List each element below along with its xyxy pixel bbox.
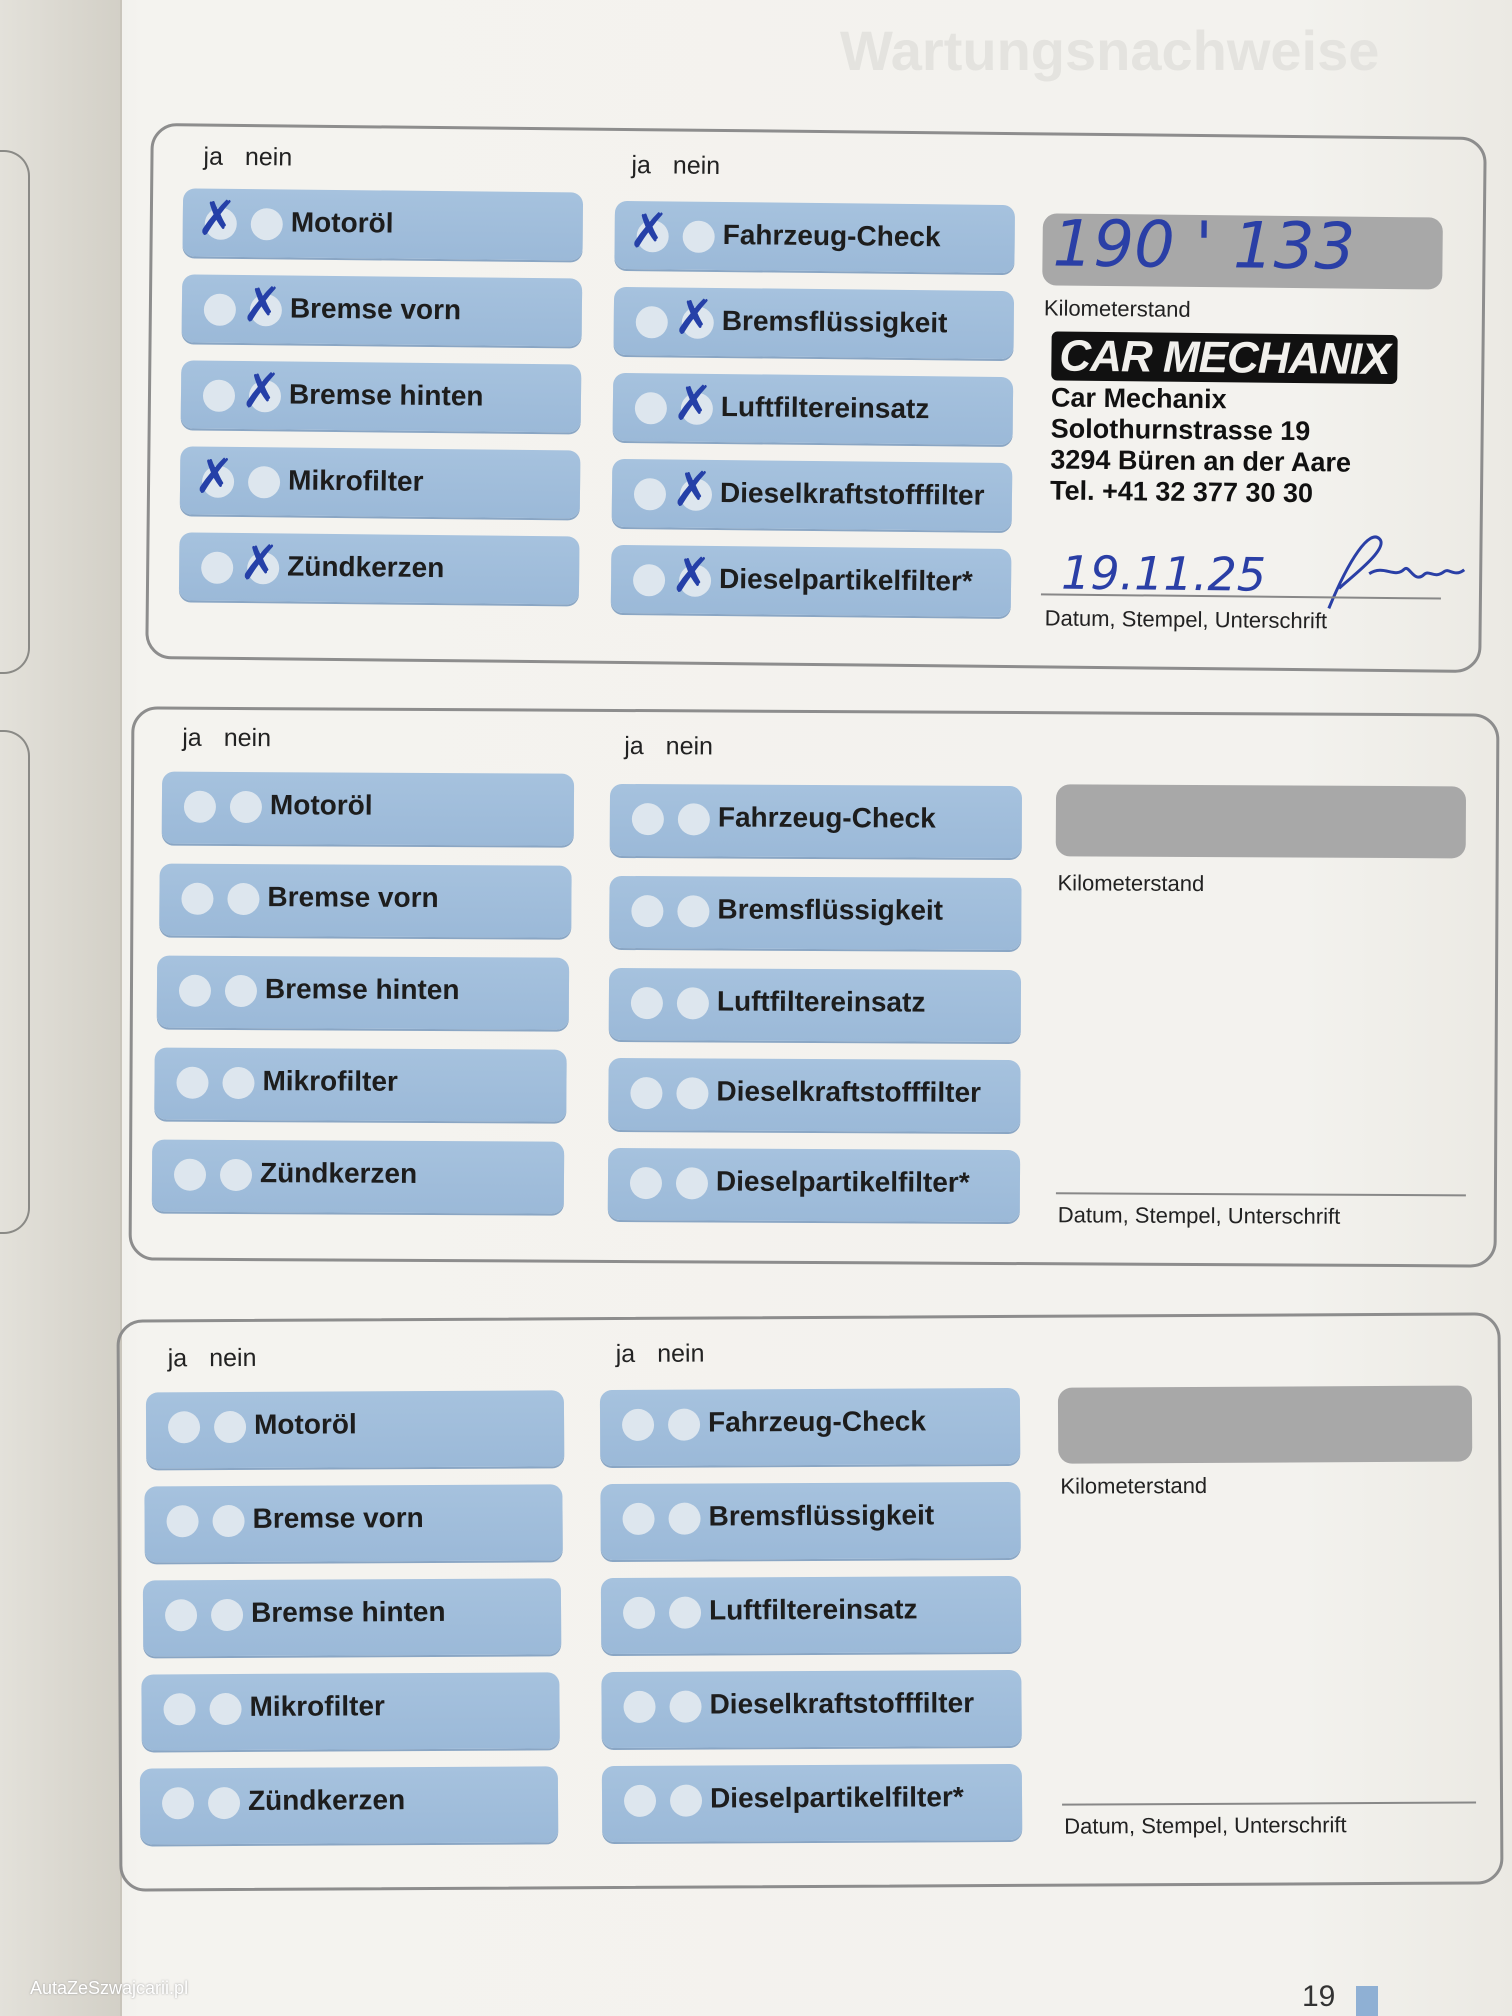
radio-ja[interactable] <box>201 552 233 584</box>
item-label: Motoröl <box>253 1408 357 1440</box>
date-label: Datum, Stempel, Unterschrift <box>1044 605 1328 634</box>
item-label: Bremsflüssigkeit <box>708 1499 935 1532</box>
item-label: Dieselkraftstofffilter <box>716 1075 982 1108</box>
item-label: Mikrofilter <box>249 1690 385 1722</box>
radio-ja[interactable] <box>631 895 663 927</box>
item-bremse-vorn <box>144 1484 562 1562</box>
column-header-left: ja nein <box>203 142 293 172</box>
item-bremsfluessigkeit <box>600 1482 1020 1560</box>
previous-page-edge <box>0 0 122 2016</box>
item-label: Bremsflüssigkeit <box>717 893 944 926</box>
item-label: Luftfiltereinsatz <box>716 985 926 1018</box>
kilometer-label: Kilometerstand <box>1043 295 1191 322</box>
radio-ja[interactable] <box>632 803 664 835</box>
item-label: Bremse hinten <box>250 1595 446 1628</box>
stamp-name: Car Mechanix <box>1050 382 1227 414</box>
column-header-left: ja nein <box>167 1343 257 1373</box>
stamp-phone: Tel. +41 32 377 30 30 <box>1049 475 1314 508</box>
radio-ja[interactable] <box>162 1787 194 1819</box>
item-label: Bremsflüssigkeit <box>721 305 948 339</box>
radio-nein[interactable] <box>676 1077 708 1109</box>
kilometer-field[interactable] <box>1056 784 1466 858</box>
item-label: Mikrofilter <box>262 1065 398 1097</box>
item-label: Dieselkraftstofffilter <box>719 477 985 511</box>
item-label: Motoröl <box>269 789 373 821</box>
watermark: AutaZeSzwajcarii.pl <box>30 1978 189 1998</box>
date-label: Datum, Stempel, Unterschrift <box>1057 1202 1341 1229</box>
radio-nein[interactable] <box>677 987 709 1019</box>
radio-ja[interactable] <box>622 1409 654 1441</box>
item-zuendkerzen <box>179 532 580 604</box>
item-label: Luftfiltereinsatz <box>720 391 930 425</box>
check-mark: ✗ <box>672 375 714 432</box>
page-number: 19 <box>1302 1980 1336 2013</box>
item-label: Zündkerzen <box>247 1784 406 1816</box>
column-header-right: ja nein <box>615 1339 705 1369</box>
radio-ja[interactable] <box>168 1411 200 1443</box>
radio-ja[interactable] <box>636 306 668 338</box>
item-fahrzeug-check <box>610 784 1022 858</box>
item-label: Motoröl <box>290 206 394 239</box>
radio-ja[interactable] <box>635 392 667 424</box>
item-mikrofilter <box>154 1048 566 1122</box>
item-label: Dieselpartikelfilter* <box>709 1781 964 1814</box>
item-label: Bremse vorn <box>267 881 439 914</box>
item-dieselkraftstofffilter <box>601 1670 1021 1748</box>
radio-ja[interactable] <box>630 1167 662 1199</box>
radio-ja[interactable] <box>624 1785 656 1817</box>
item-fahrzeug-check <box>614 201 1015 273</box>
radio-ja[interactable] <box>181 883 213 915</box>
radio-nein[interactable] <box>669 1691 701 1723</box>
radio-ja[interactable] <box>184 791 216 823</box>
item-mikrofilter <box>180 446 581 518</box>
radio-nein[interactable] <box>209 1693 241 1725</box>
radio-ja[interactable] <box>630 1077 662 1109</box>
radio-ja[interactable] <box>622 1503 654 1535</box>
radio-nein[interactable] <box>678 803 710 835</box>
maintenance-entry-3 <box>117 1312 1504 1891</box>
previous-page-box <box>0 730 30 1234</box>
item-dieselkraftstofffilter <box>608 1058 1020 1132</box>
radio-ja[interactable] <box>165 1599 197 1631</box>
item-dieselpartikelfilter <box>611 545 1012 617</box>
item-bremsfluessigkeit <box>609 876 1021 950</box>
stamp-logo: CAR MECHANIX <box>1051 331 1398 384</box>
radio-nein[interactable] <box>668 1503 700 1535</box>
check-mark: ✗ <box>238 534 280 592</box>
item-mikrofilter <box>141 1672 559 1750</box>
radio-ja[interactable] <box>174 1159 206 1191</box>
item-motoroel <box>162 772 574 846</box>
radio-ja[interactable] <box>631 987 663 1019</box>
item-luftfiltereinsatz <box>613 373 1014 445</box>
item-zuendkerzen <box>152 1140 564 1214</box>
radio-nein[interactable] <box>208 1787 240 1819</box>
item-bremse-hinten <box>181 360 582 432</box>
item-label: Fahrzeug-Check <box>717 801 936 834</box>
radio-nein[interactable] <box>683 221 715 253</box>
radio-nein[interactable] <box>220 1159 252 1191</box>
date-line <box>1056 1192 1466 1196</box>
item-label: Dieselkraftstofffilter <box>709 1687 975 1720</box>
date-line <box>1062 1802 1476 1806</box>
stamp-city: 3294 Büren an der Aare <box>1050 444 1352 478</box>
kilometer-field[interactable] <box>1058 1386 1472 1464</box>
item-motoroel <box>146 1390 564 1468</box>
item-luftfiltereinsatz <box>609 968 1021 1042</box>
radio-ja[interactable] <box>633 564 665 596</box>
radio-nein[interactable] <box>676 1167 708 1199</box>
item-label: Bremse vorn <box>252 1502 424 1534</box>
check-mark: ✗ <box>670 547 712 604</box>
column-header-right: ja nein <box>624 732 714 761</box>
previous-page-box <box>0 150 30 674</box>
item-bremse-hinten <box>157 956 569 1030</box>
signature <box>1309 518 1470 620</box>
stamp-street: Solothurnstrasse 19 <box>1050 413 1311 446</box>
item-dieselpartikelfilter <box>602 1764 1022 1842</box>
radio-ja[interactable] <box>634 478 666 510</box>
radio-nein[interactable] <box>669 1597 701 1629</box>
radio-nein[interactable] <box>222 1067 254 1099</box>
radio-nein[interactable] <box>211 1599 243 1631</box>
item-label: Zündkerzen <box>287 550 445 584</box>
item-label: Bremse vorn <box>289 292 462 326</box>
radio-nein[interactable] <box>670 1785 702 1817</box>
item-bremse-vorn <box>159 864 571 938</box>
item-fahrzeug-check <box>600 1388 1020 1466</box>
item-label: Bremse hinten <box>288 378 484 412</box>
item-zuendkerzen <box>140 1766 558 1844</box>
item-label: Fahrzeug-Check <box>722 219 941 253</box>
item-label: Luftfiltereinsatz <box>708 1593 918 1626</box>
radio-nein[interactable] <box>248 466 280 498</box>
check-mark: ✗ <box>628 203 670 260</box>
radio-ja[interactable] <box>623 1597 655 1629</box>
check-mark: ✗ <box>240 362 282 420</box>
radio-ja[interactable] <box>623 1691 655 1723</box>
item-label: Dieselpartikelfilter* <box>715 1165 970 1198</box>
column-header-right: ja nein <box>631 151 721 180</box>
radio-nein[interactable] <box>668 1409 700 1441</box>
item-dieselpartikelfilter <box>608 1148 1020 1222</box>
item-bremse-hinten <box>143 1578 561 1656</box>
radio-ja[interactable] <box>163 1693 195 1725</box>
item-label: Dieselpartikelfilter* <box>718 562 973 597</box>
radio-nein[interactable] <box>230 791 262 823</box>
item-label: Mikrofilter <box>287 464 424 497</box>
item-motoroel <box>182 188 583 260</box>
item-bremse-vorn <box>182 274 583 346</box>
handwritten-date: 19.11.25 <box>1060 545 1267 602</box>
radio-ja[interactable] <box>203 380 235 412</box>
item-label: Bremse hinten <box>264 973 460 1006</box>
radio-nein[interactable] <box>214 1411 246 1443</box>
check-mark: ✗ <box>196 190 238 247</box>
date-label: Datum, Stempel, Unterschrift <box>1064 1812 1347 1839</box>
bleed-through-heading: Wartungsnachweise <box>840 19 1380 82</box>
radio-ja[interactable] <box>166 1505 198 1537</box>
radio-ja[interactable] <box>204 294 236 326</box>
workshop-stamp <box>1050 331 1398 509</box>
radio-ja[interactable] <box>179 975 211 1007</box>
maintenance-entry-1 <box>145 123 1487 673</box>
kilometer-label: Kilometerstand <box>1060 1472 1208 1499</box>
kilometer-handwritten: 190 ' 133 <box>1052 207 1356 285</box>
check-mark: ✗ <box>671 461 713 518</box>
maintenance-entry-2 <box>129 706 1500 1267</box>
item-bremsfluessigkeit <box>613 287 1014 359</box>
radio-ja[interactable] <box>176 1067 208 1099</box>
check-mark: ✗ <box>673 289 715 346</box>
item-label: Zündkerzen <box>259 1157 418 1189</box>
item-luftfiltereinsatz <box>601 1576 1021 1654</box>
item-label: Fahrzeug-Check <box>707 1405 926 1438</box>
item-dieselkraftstofffilter <box>612 459 1013 531</box>
check-mark: ✗ <box>241 276 283 334</box>
radio-nein[interactable] <box>212 1505 244 1537</box>
page-tab-marker <box>1356 1986 1378 2016</box>
check-mark: ✗ <box>193 448 235 505</box>
radio-nein[interactable] <box>251 208 283 240</box>
radio-nein[interactable] <box>225 975 257 1007</box>
radio-nein[interactable] <box>227 883 259 915</box>
kilometer-label: Kilometerstand <box>1057 870 1205 897</box>
column-header-left: ja nein <box>182 723 272 753</box>
radio-nein[interactable] <box>677 895 709 927</box>
